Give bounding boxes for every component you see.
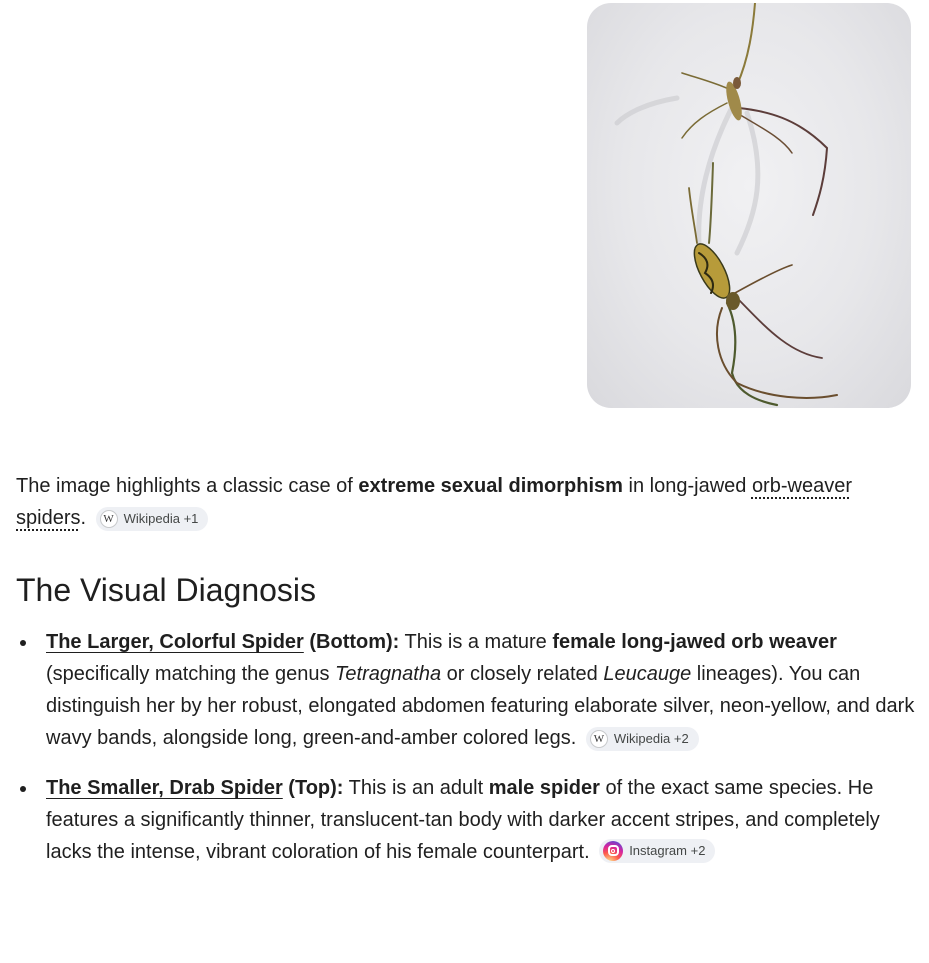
intro-bold: extreme sexual dimorphism bbox=[358, 475, 623, 497]
bullet-text: This is a mature bbox=[399, 631, 553, 653]
list-item bbox=[16, 772, 916, 868]
female-spider bbox=[687, 163, 837, 405]
bullet-title-suffix: (Top): bbox=[282, 777, 344, 799]
intro-text: The image highlights a classic case of bbox=[16, 475, 359, 497]
bullet-bold: male spider bbox=[488, 777, 600, 799]
genus-name: Tetragnatha bbox=[335, 663, 442, 685]
bullet-title-link[interactable]: The Larger, Colorful Spider bbox=[46, 631, 304, 653]
source-chip-wikipedia[interactable] bbox=[586, 727, 699, 751]
wikipedia-icon: W bbox=[590, 730, 608, 748]
orb-weaver-link[interactable]: orb-weaver spiders bbox=[16, 475, 852, 529]
bullet-bold: female long-jawed orb weaver bbox=[552, 631, 837, 653]
bullet-text: This is an adult bbox=[343, 777, 489, 799]
source-chip-wikipedia[interactable] bbox=[96, 507, 209, 531]
instagram-icon bbox=[603, 841, 623, 861]
chip-label: Wikipedia +1 bbox=[123, 511, 199, 526]
bullet-text: of the exact same species. He features a significantly thinner, translucent-tan body with darker accent stripes, and completely lacks the intense, vibrant coloration of his female counterpart. bbox=[46, 777, 880, 863]
bullet-title-suffix: (Bottom): bbox=[303, 631, 400, 653]
bullet-title-link[interactable]: The Smaller, Drab Spider bbox=[46, 777, 283, 799]
genus-name: Leucauge bbox=[603, 663, 692, 685]
bullet-text: or closely related bbox=[441, 663, 604, 685]
chip-label: Wikipedia +2 bbox=[613, 731, 689, 746]
spider-photo[interactable] bbox=[587, 3, 911, 408]
chip-label: Instagram +2 bbox=[629, 842, 706, 858]
intro-text: . bbox=[80, 507, 87, 529]
intro-text: in long-jawed bbox=[622, 475, 752, 497]
spider-illustration bbox=[587, 3, 911, 408]
diagnosis-list bbox=[16, 626, 916, 886]
bullet-text: lineages). You can distinguish her by her robust, elongated abdomen featuring elaborate silver, neon-yellow, and dark wavy bands, alongside long, green-and-amber colored legs. bbox=[46, 663, 915, 749]
wikipedia-icon: W bbox=[100, 510, 118, 528]
source-chip-instagram[interactable] bbox=[599, 839, 715, 863]
section-heading: The Visual Diagnosis bbox=[16, 572, 317, 608]
list-item bbox=[16, 626, 916, 754]
bullet-text: (specifically matching the genus bbox=[46, 663, 336, 685]
intro-paragraph bbox=[16, 470, 896, 534]
